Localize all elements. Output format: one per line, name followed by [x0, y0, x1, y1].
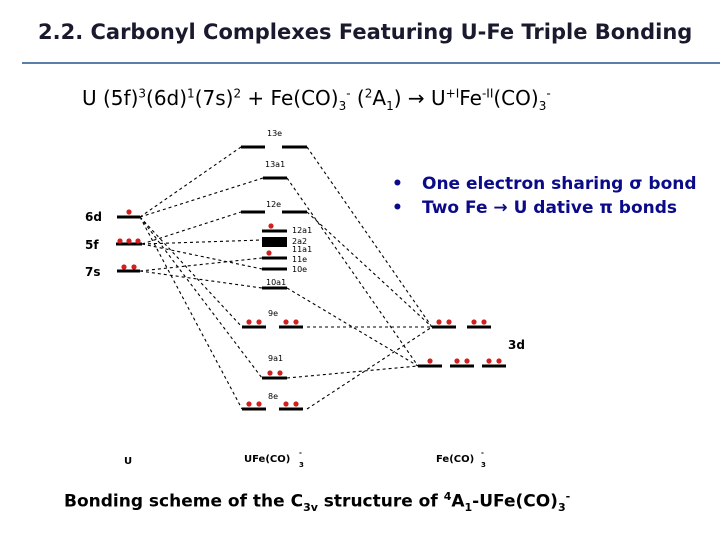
corr-5f-10a1	[142, 244, 262, 269]
mo-2a2-block	[262, 237, 287, 247]
corr-7s-11e	[140, 258, 262, 271]
electrons	[117, 209, 501, 406]
column-label-ufeco3: UFe(CO)	[244, 454, 291, 465]
column-label-ufeco3-sub: 3	[299, 461, 304, 469]
product-fe: Fe	[459, 86, 482, 110]
plus-fe: + Fe(CO)	[241, 86, 339, 110]
caption-tail-charge: -	[565, 490, 571, 503]
mo-label-9a1: 9a1	[268, 354, 284, 363]
electron	[427, 358, 432, 363]
fe-oxidation-state: -II	[481, 86, 494, 101]
electron	[246, 319, 251, 324]
corr-13e-fe	[307, 147, 432, 327]
mo-label-13e: 13e	[267, 129, 283, 138]
mo-label-11e: 11e	[292, 255, 308, 264]
bullet-sigma: • One electron sharing σ bond	[392, 172, 697, 196]
corr-6d-9a1	[140, 217, 262, 378]
mo-label-9e: 9e	[268, 309, 279, 318]
electron	[268, 223, 273, 228]
electron	[135, 238, 140, 243]
slide-title: 2.2. Carbonyl Complexes Featuring U-Fe Triple Bonding	[38, 20, 693, 44]
term-close: )	[393, 86, 408, 110]
product-co: (CO)	[493, 86, 539, 110]
u-7s: (7s)	[194, 86, 234, 110]
corr-9a1-fe	[287, 366, 418, 378]
u-oxidation-state: +I	[445, 86, 460, 101]
corr-7s-10a1	[140, 271, 262, 288]
caption-text: Bonding scheme of the C	[64, 491, 304, 512]
mo-label-13a1: 13a1	[265, 160, 286, 169]
term-subscript: 1	[386, 99, 394, 113]
mo-label-2a2: 2a2	[292, 237, 308, 246]
mo-label-10a1: 10a1	[266, 278, 287, 287]
fe-co-subscript: 3	[338, 99, 347, 113]
caption-tail: -UFe(CO)	[472, 491, 558, 512]
electron	[131, 264, 136, 269]
electron	[266, 250, 271, 255]
u-6d-exponent: 1	[187, 86, 195, 101]
column-label-feco3-sub: 3	[481, 461, 486, 469]
electron	[293, 319, 298, 324]
mo-label-11a1: 11a1	[292, 245, 313, 254]
corr-8e-fe	[307, 327, 432, 409]
term-multiplicity: 2	[364, 86, 373, 101]
electron	[121, 264, 126, 269]
caption-tail-sub: 3	[557, 501, 566, 515]
electron	[486, 358, 491, 363]
corr-6d-9e	[140, 217, 242, 327]
electron	[246, 401, 251, 406]
u-label-5f: 5f	[85, 238, 99, 252]
electron	[446, 319, 451, 324]
caption-mid: structure of	[317, 491, 444, 512]
caption-multiplicity: 4	[443, 490, 452, 503]
caption-term: A	[451, 491, 465, 512]
corr-6d-13e	[140, 147, 241, 217]
corr-5f-2a2	[142, 240, 262, 244]
u-label-7s: 7s	[85, 265, 101, 279]
electron	[293, 401, 298, 406]
column-label-feco3-sup: -	[481, 449, 484, 457]
corr-12e-fe	[307, 212, 432, 327]
corr-6d-8e	[140, 217, 242, 409]
column-label-feco3: Fe(CO)	[436, 454, 475, 465]
electron	[436, 319, 441, 324]
electron	[277, 370, 282, 375]
mo-label-12e: 12e	[266, 200, 282, 209]
mo-label-12a1: 12a1	[292, 226, 313, 235]
electron	[126, 209, 131, 214]
corr-5f-12e	[142, 212, 241, 244]
electron	[256, 401, 261, 406]
electron	[256, 319, 261, 324]
electron	[267, 370, 272, 375]
electron	[454, 358, 459, 363]
electron	[496, 358, 501, 363]
fe-label-3d: 3d	[508, 338, 525, 352]
u-5f-exponent: 3	[138, 86, 147, 101]
term-symbol: A	[372, 86, 387, 110]
arrow-icon: →	[407, 86, 425, 110]
electron	[464, 358, 469, 363]
bullet-pi: • Two Fe → U dative π bonds	[392, 196, 697, 220]
caption-term-sub: 1	[464, 501, 473, 515]
electron	[471, 319, 476, 324]
electron	[283, 319, 288, 324]
figure-caption	[64, 490, 570, 514]
fe-co-charge: -	[346, 86, 351, 101]
product-charge: -	[546, 86, 551, 101]
column-label-ufeco3-sup: -	[299, 449, 302, 457]
electron	[283, 401, 288, 406]
product-u: U	[424, 86, 446, 110]
u-label-6d: 6d	[85, 210, 102, 224]
product-subscript: 3	[538, 99, 547, 113]
u-levels	[116, 217, 142, 271]
u-config: U (5f)	[82, 86, 139, 110]
caption-point-group: 3v	[303, 501, 318, 515]
mo-label-10e: 10e	[292, 265, 308, 274]
electron	[126, 238, 131, 243]
electron	[117, 238, 122, 243]
column-label-u: U	[124, 456, 133, 467]
u-6d: (6d)	[146, 86, 188, 110]
mo-label-8e: 8e	[268, 392, 279, 401]
term-open: (	[350, 86, 365, 110]
u-7s-exponent: 2	[233, 86, 242, 101]
electron	[481, 319, 486, 324]
